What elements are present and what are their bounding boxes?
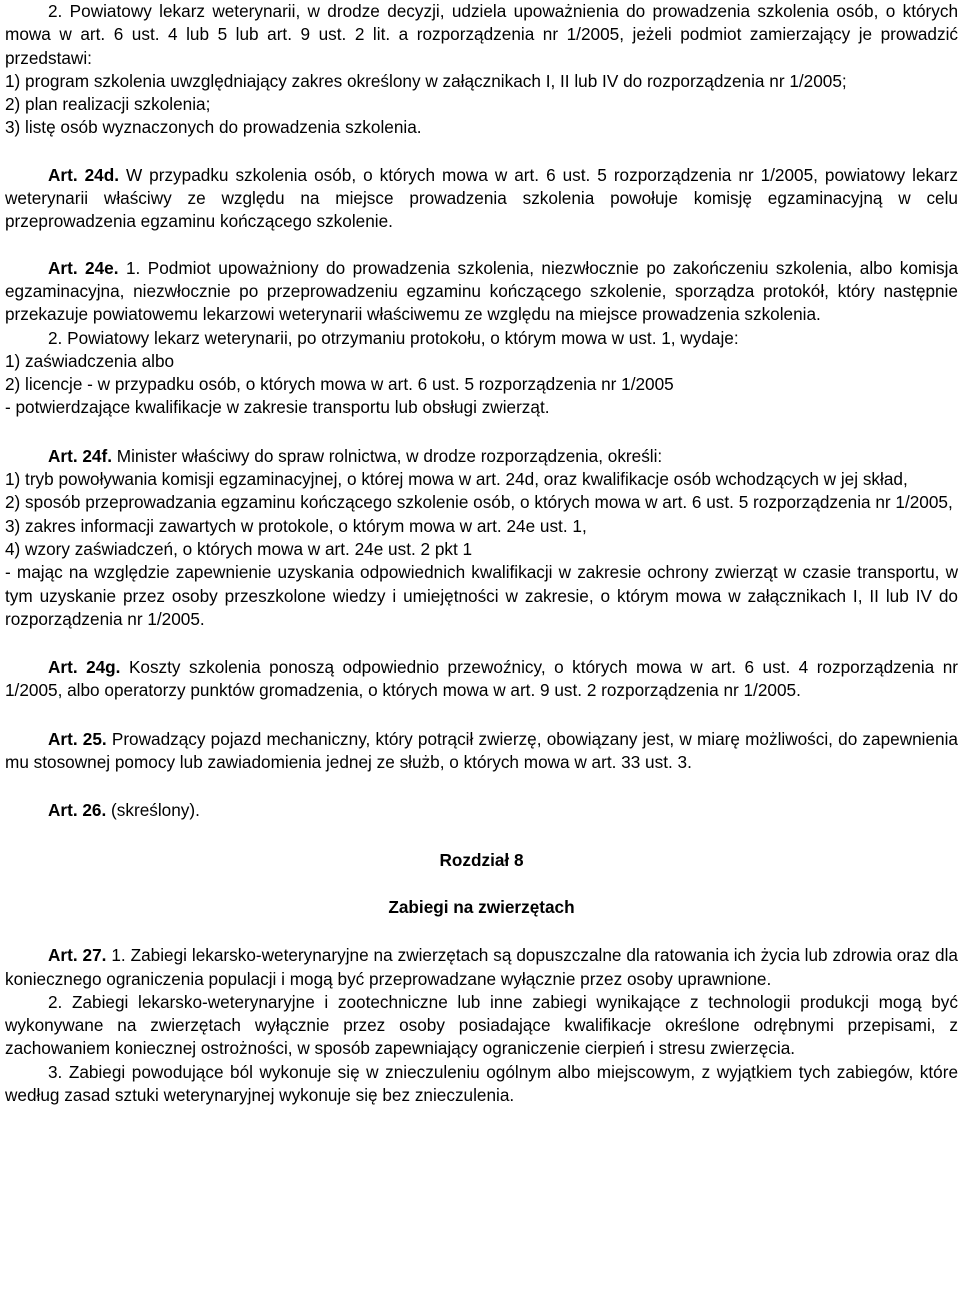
article-label: Art. 24d.	[48, 164, 119, 185]
list-item: 3) zakres informacji zawartych w protokole, o którym mowa w art. 24e ust. 1,	[5, 515, 587, 536]
chapter-number: Rozdział 8	[439, 849, 524, 870]
article-text: W przypadku szkolenia osób, o których mowa w art. 6 ust. 5 rozporządzenia nr 1/2005, powiatowy lekarz weterynarii właściwy ze względu na miejsce prowadzenia szkolenia powołuje komisję egzaminacyjną w celu przeprowadzenia egzaminu kończącego szkolenie.	[5, 164, 958, 232]
article-text: Koszty szkolenia ponoszą odpowiednio przewoźnicy, o których mowa w art. 6 ust. 4 rozporządzenia nr 1/2005, albo operatorzy punktów gromadzenia, o których mowa w art. 9 ust. 2 rozporządzenia nr 1/2005.	[5, 657, 958, 701]
list-item: 1) zaświadczenia albo	[5, 350, 175, 371]
article-24d	[5, 164, 958, 234]
article-label: Art. 24f.	[48, 445, 112, 466]
article-24g	[5, 656, 958, 703]
article-label: Art. 27.	[48, 945, 107, 966]
article-label: Art. 24e.	[48, 257, 119, 278]
list-item: 2) plan realizacji szkolenia;	[5, 94, 211, 115]
article-label: Art. 25.	[48, 728, 107, 749]
list-item: 3) listę osób wyznaczonych do prowadzenia szkolenia.	[5, 117, 422, 138]
chapter-title: Zabiegi na zwierzętach	[388, 896, 575, 917]
article-27	[5, 944, 958, 991]
article-25	[5, 728, 958, 775]
article-text: 1. Zabiegi lekarsko-weterynaryjne na zwierzętach są dopuszczalne dla ratowania ich życia lub zdrowia oraz dla koniecznego ograniczenia populacji i mogą być przeprowadzane wyłącznie przez osoby uprawnione.	[5, 945, 958, 989]
article-text: Prowadzący pojazd mechaniczny, który potrącił zwierzę, obowiązany jest, w miarę możliwości, do zapewnienia mu stosownej pomocy lub zawiadomienia jednej ze służb, o których mowa w art. 33 ust. 3.	[5, 728, 958, 773]
document-page	[5, 0, 958, 1107]
article-text: 1. Podmiot upoważniony do prowadzenia szkolenia, niezwłocznie po zakończeniu szkolenia, albo komisja egzaminacyjna, niezwłocznie po przeprowadzeniu egzaminu kończącego szkolenie, sporządza protokół, który następnie przekazuje powiatowemu lekarzowi weterynarii właściwemu ze względu na miejsce prowadzenia szkolenia.	[5, 257, 958, 325]
list-tail: - potwierdzające kwalifikacje w zakresie transportu lub obsługi zwierząt.	[5, 397, 550, 418]
list-item: 2) licencje - w przypadku osób, o których mowa w art. 6 ust. 5 rozporządzenia nr 1/2005	[5, 374, 674, 395]
paragraph: 2. Powiatowy lekarz weterynarii, po otrzymaniu protokołu, o którym mowa w ust. 1, wydaje:	[48, 327, 739, 348]
list-tail: - mając na względzie zapewnienie uzyskania odpowiednich kwalifikacji w zakresie ochrony zwierząt w czasie transportu, w tym uzyskanie przez osoby przeszkolone wiedzy i umiejętności w zakresie, o którym mowa w załącznikach I, II lub IV do rozporządzenia nr 1/2005.	[5, 562, 958, 629]
article-26	[5, 799, 958, 822]
paragraph-24c-2: 2. Powiatowy lekarz weterynarii, w drodze decyzji, udziela upoważnienia do prowadzenia szkolenia osób, o których mowa w art. 6 ust. 4 lub 5 lub art. 9 ust. 2 lit. a rozporządzenia nr 1/2005, jeżeli podmiot zamierzający je prowadzić przedstawi:	[5, 1, 958, 68]
article-24e	[5, 257, 958, 327]
article-text: Minister właściwy do spraw rolnictwa, w drodze rozporządzenia, określi:	[112, 445, 663, 466]
list-item: 4) wzory zaświadczeń, o których mowa w art. 24e ust. 2 pkt 1	[5, 538, 473, 559]
paragraph: 3. Zabiegi powodujące ból wykonuje się w znieczuleniu ogólnym albo miejscowym, z wyjątkiem tych zabiegów, które według zasad sztuki weterynaryjnej wykonuje się bez znieczulenia.	[5, 1061, 958, 1105]
article-label: Art. 26.	[48, 800, 107, 821]
article-label: Art. 24g.	[48, 657, 121, 678]
list-item: 1) tryb powoływania komisji egzaminacyjnej, o której mowa w art. 24d, oraz kwalifikacje osób wchodzących w jej skład,	[5, 469, 908, 490]
article-24f	[5, 445, 958, 468]
article-text: (skreślony).	[106, 800, 200, 821]
list-item: 1) program szkolenia uwzględniający zakres określony w załącznikach I, II lub IV do rozporządzenia nr 1/2005;	[5, 70, 847, 91]
paragraph: 2. Zabiegi lekarsko-weterynaryjne i zootechniczne lub inne zabiegi wynikające z technologii produkcji mogą być wykonywane na zwierzętach wyłącznie przez osoby posiadające kwalifikacje określone odrębnymi przepisami, z zachowaniem koniecznej ostrożności, w sposób zapewniający ograniczenie cierpień i stresu zwierzęcia.	[5, 991, 958, 1059]
list-item: 2) sposób przeprowadzania egzaminu kończącego szkolenie osób, o których mowa w art. 6 ust. 5 rozporządzenia nr 1/2005,	[5, 492, 953, 513]
